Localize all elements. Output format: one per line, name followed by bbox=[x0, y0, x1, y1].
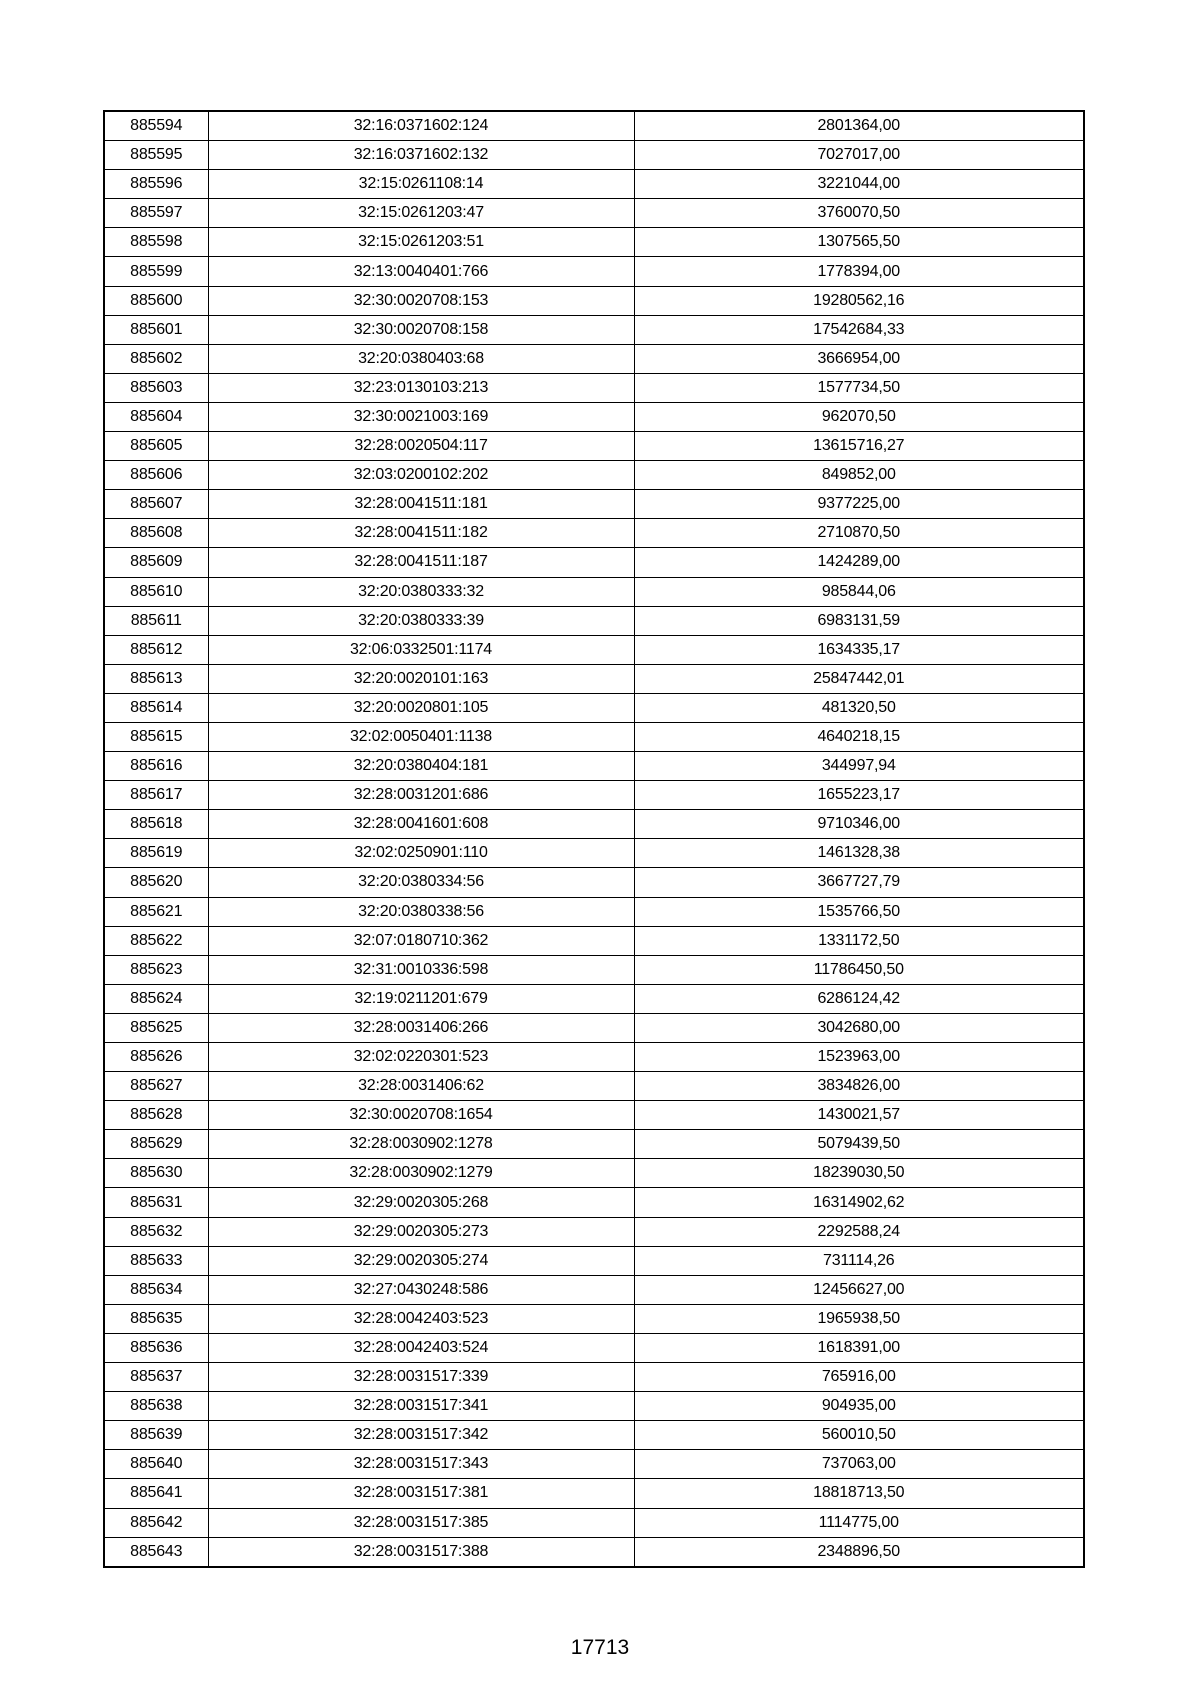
record-number-cell: 885597 bbox=[104, 199, 208, 228]
record-number-cell: 885622 bbox=[104, 926, 208, 955]
cadastral-number-cell: 32:28:0041511:187 bbox=[208, 548, 634, 577]
table-row bbox=[104, 344, 1084, 373]
cadastral-value-cell: 5079439,50 bbox=[634, 1130, 1084, 1159]
table-row bbox=[104, 519, 1084, 548]
record-number-cell: 885607 bbox=[104, 490, 208, 519]
cadastral-value-cell: 1618391,00 bbox=[634, 1333, 1084, 1362]
cadastral-number-cell: 32:19:0211201:679 bbox=[208, 984, 634, 1013]
record-number-cell: 885636 bbox=[104, 1333, 208, 1362]
table-body bbox=[104, 111, 1084, 1567]
cadastral-value-cell: 1114775,00 bbox=[634, 1508, 1084, 1537]
cadastral-value-cell: 2710870,50 bbox=[634, 519, 1084, 548]
table-row bbox=[104, 693, 1084, 722]
cadastral-number-cell: 32:20:0380334:56 bbox=[208, 868, 634, 897]
cadastral-number-cell: 32:30:0021003:169 bbox=[208, 402, 634, 431]
cadastral-number-cell: 32:29:0020305:268 bbox=[208, 1188, 634, 1217]
table-row bbox=[104, 257, 1084, 286]
cadastral-number-cell: 32:06:0332501:1174 bbox=[208, 635, 634, 664]
record-number-cell: 885603 bbox=[104, 373, 208, 402]
cadastral-number-cell: 32:28:0042403:524 bbox=[208, 1333, 634, 1362]
cadastral-value-cell: 985844,06 bbox=[634, 577, 1084, 606]
table-row bbox=[104, 402, 1084, 431]
cadastral-number-cell: 32:20:0380403:68 bbox=[208, 344, 634, 373]
record-number-cell: 885618 bbox=[104, 810, 208, 839]
table-row bbox=[104, 1537, 1084, 1567]
table-row bbox=[104, 955, 1084, 984]
cadastral-number-cell: 32:13:0040401:766 bbox=[208, 257, 634, 286]
cadastral-number-cell: 32:15:0261108:14 bbox=[208, 170, 634, 199]
table-row bbox=[104, 170, 1084, 199]
record-number-cell: 885595 bbox=[104, 141, 208, 170]
cadastral-value-cell: 1778394,00 bbox=[634, 257, 1084, 286]
table-row bbox=[104, 664, 1084, 693]
record-number-cell: 885616 bbox=[104, 752, 208, 781]
cadastral-value-cell: 737063,00 bbox=[634, 1450, 1084, 1479]
table-row bbox=[104, 373, 1084, 402]
table-row bbox=[104, 548, 1084, 577]
cadastral-number-cell: 32:28:0031406:266 bbox=[208, 1013, 634, 1042]
record-number-cell: 885635 bbox=[104, 1304, 208, 1333]
record-number-cell: 885627 bbox=[104, 1072, 208, 1101]
record-number-cell: 885628 bbox=[104, 1101, 208, 1130]
cadastral-number-cell: 32:20:0380333:32 bbox=[208, 577, 634, 606]
cadastral-value-cell: 1965938,50 bbox=[634, 1304, 1084, 1333]
table-row bbox=[104, 1246, 1084, 1275]
cadastral-value-cell: 560010,50 bbox=[634, 1421, 1084, 1450]
table-row bbox=[104, 1217, 1084, 1246]
cadastral-value-cell: 904935,00 bbox=[634, 1392, 1084, 1421]
cadastral-value-cell: 1634335,17 bbox=[634, 635, 1084, 664]
cadastral-number-cell: 32:20:0020801:105 bbox=[208, 693, 634, 722]
table-row bbox=[104, 141, 1084, 170]
record-number-cell: 885615 bbox=[104, 722, 208, 751]
record-number-cell: 885632 bbox=[104, 1217, 208, 1246]
cadastral-number-cell: 32:28:0031201:686 bbox=[208, 781, 634, 810]
record-number-cell: 885642 bbox=[104, 1508, 208, 1537]
table-row bbox=[104, 1043, 1084, 1072]
table-row bbox=[104, 635, 1084, 664]
cadastral-value-cell: 3221044,00 bbox=[634, 170, 1084, 199]
record-number-cell: 885614 bbox=[104, 693, 208, 722]
cadastral-value-cell: 3666954,00 bbox=[634, 344, 1084, 373]
table-row bbox=[104, 490, 1084, 519]
cadastral-value-cell: 9377225,00 bbox=[634, 490, 1084, 519]
cadastral-number-cell: 32:29:0020305:274 bbox=[208, 1246, 634, 1275]
cadastral-number-cell: 32:28:0031517:381 bbox=[208, 1479, 634, 1508]
cadastral-number-cell: 32:29:0020305:273 bbox=[208, 1217, 634, 1246]
cadastral-number-cell: 32:03:0200102:202 bbox=[208, 461, 634, 490]
table-row bbox=[104, 1013, 1084, 1042]
cadastral-number-cell: 32:07:0180710:362 bbox=[208, 926, 634, 955]
record-number-cell: 885596 bbox=[104, 170, 208, 199]
cadastral-number-cell: 32:02:0220301:523 bbox=[208, 1043, 634, 1072]
cadastral-value-cell: 344997,94 bbox=[634, 752, 1084, 781]
cadastral-value-cell: 3667727,79 bbox=[634, 868, 1084, 897]
cadastral-value-cell: 2292588,24 bbox=[634, 1217, 1084, 1246]
record-number-cell: 885605 bbox=[104, 432, 208, 461]
table-row bbox=[104, 1275, 1084, 1304]
cadastral-number-cell: 32:28:0041511:181 bbox=[208, 490, 634, 519]
cadastral-value-cell: 731114,26 bbox=[634, 1246, 1084, 1275]
cadastral-value-cell: 3760070,50 bbox=[634, 199, 1084, 228]
record-number-cell: 885625 bbox=[104, 1013, 208, 1042]
cadastral-value-cell: 3042680,00 bbox=[634, 1013, 1084, 1042]
table-row bbox=[104, 1392, 1084, 1421]
table-row bbox=[104, 1450, 1084, 1479]
cadastral-value-cell: 12456627,00 bbox=[634, 1275, 1084, 1304]
cadastral-number-cell: 32:28:0020504:117 bbox=[208, 432, 634, 461]
cadastral-value-cell: 962070,50 bbox=[634, 402, 1084, 431]
table-row bbox=[104, 606, 1084, 635]
record-number-cell: 885606 bbox=[104, 461, 208, 490]
table-row bbox=[104, 781, 1084, 810]
record-number-cell: 885623 bbox=[104, 955, 208, 984]
cadastral-value-cell: 1577734,50 bbox=[634, 373, 1084, 402]
cadastral-number-cell: 32:30:0020708:158 bbox=[208, 315, 634, 344]
record-number-cell: 885599 bbox=[104, 257, 208, 286]
cadastral-number-cell: 32:30:0020708:1654 bbox=[208, 1101, 634, 1130]
cadastral-value-cell: 4640218,15 bbox=[634, 722, 1084, 751]
record-number-cell: 885604 bbox=[104, 402, 208, 431]
record-number-cell: 885601 bbox=[104, 315, 208, 344]
cadastral-value-cell: 765916,00 bbox=[634, 1363, 1084, 1392]
cadastral-value-cell: 1307565,50 bbox=[634, 228, 1084, 257]
record-number-cell: 885634 bbox=[104, 1275, 208, 1304]
cadastral-number-cell: 32:02:0250901:110 bbox=[208, 839, 634, 868]
table-row bbox=[104, 1363, 1084, 1392]
cadastral-number-cell: 32:28:0031517:388 bbox=[208, 1537, 634, 1567]
table-row bbox=[104, 1130, 1084, 1159]
cadastral-value-cell: 2801364,00 bbox=[634, 111, 1084, 141]
record-number-cell: 885630 bbox=[104, 1159, 208, 1188]
cadastral-number-cell: 32:31:0010336:598 bbox=[208, 955, 634, 984]
cadastral-value-cell: 1655223,17 bbox=[634, 781, 1084, 810]
cadastral-value-cell: 16314902,62 bbox=[634, 1188, 1084, 1217]
cadastral-number-cell: 32:28:0041601:608 bbox=[208, 810, 634, 839]
table-row bbox=[104, 461, 1084, 490]
cadastral-number-cell: 32:15:0261203:51 bbox=[208, 228, 634, 257]
cadastral-number-cell: 32:28:0030902:1279 bbox=[208, 1159, 634, 1188]
record-number-cell: 885602 bbox=[104, 344, 208, 373]
cadastral-number-cell: 32:20:0380338:56 bbox=[208, 897, 634, 926]
table-row bbox=[104, 577, 1084, 606]
cadastral-value-cell: 19280562,16 bbox=[634, 286, 1084, 315]
cadastral-number-cell: 32:30:0020708:153 bbox=[208, 286, 634, 315]
record-number-cell: 885619 bbox=[104, 839, 208, 868]
table-row bbox=[104, 1479, 1084, 1508]
cadastral-number-cell: 32:16:0371602:124 bbox=[208, 111, 634, 141]
cadastral-number-cell: 32:28:0031517:339 bbox=[208, 1363, 634, 1392]
cadastral-value-cell: 1461328,38 bbox=[634, 839, 1084, 868]
cadastral-number-cell: 32:28:0042403:523 bbox=[208, 1304, 634, 1333]
table-row bbox=[104, 926, 1084, 955]
table-row bbox=[104, 199, 1084, 228]
table-row bbox=[104, 111, 1084, 141]
table-row bbox=[104, 315, 1084, 344]
cadastral-value-cell: 1430021,57 bbox=[634, 1101, 1084, 1130]
cadastral-number-cell: 32:28:0031406:62 bbox=[208, 1072, 634, 1101]
cadastral-value-cell: 17542684,33 bbox=[634, 315, 1084, 344]
table-row bbox=[104, 722, 1084, 751]
record-number-cell: 885598 bbox=[104, 228, 208, 257]
record-number-cell: 885613 bbox=[104, 664, 208, 693]
table-row bbox=[104, 752, 1084, 781]
record-number-cell: 885640 bbox=[104, 1450, 208, 1479]
record-number-cell: 885638 bbox=[104, 1392, 208, 1421]
table-row bbox=[104, 1159, 1084, 1188]
record-number-cell: 885610 bbox=[104, 577, 208, 606]
cadastral-number-cell: 32:20:0380333:39 bbox=[208, 606, 634, 635]
record-number-cell: 885609 bbox=[104, 548, 208, 577]
cadastral-number-cell: 32:28:0031517:343 bbox=[208, 1450, 634, 1479]
table-row bbox=[104, 1188, 1084, 1217]
table-row bbox=[104, 1508, 1084, 1537]
table-row bbox=[104, 1101, 1084, 1130]
table-row bbox=[104, 1421, 1084, 1450]
record-number-cell: 885626 bbox=[104, 1043, 208, 1072]
record-number-cell: 885639 bbox=[104, 1421, 208, 1450]
table-row bbox=[104, 810, 1084, 839]
cadastral-value-cell: 2348896,50 bbox=[634, 1537, 1084, 1567]
cadastral-value-cell: 11786450,50 bbox=[634, 955, 1084, 984]
cadastral-value-cell: 13615716,27 bbox=[634, 432, 1084, 461]
cadastral-value-cell: 481320,50 bbox=[634, 693, 1084, 722]
record-number-cell: 885594 bbox=[104, 111, 208, 141]
table-row bbox=[104, 228, 1084, 257]
record-number-cell: 885637 bbox=[104, 1363, 208, 1392]
record-number-cell: 885611 bbox=[104, 606, 208, 635]
cadastral-value-cell: 9710346,00 bbox=[634, 810, 1084, 839]
cadastral-number-cell: 32:20:0020101:163 bbox=[208, 664, 634, 693]
cadastral-value-cell: 849852,00 bbox=[634, 461, 1084, 490]
cadastral-number-cell: 32:20:0380404:181 bbox=[208, 752, 634, 781]
cadastral-value-cell: 1424289,00 bbox=[634, 548, 1084, 577]
cadastral-number-cell: 32:28:0031517:385 bbox=[208, 1508, 634, 1537]
record-number-cell: 885641 bbox=[104, 1479, 208, 1508]
cadastral-number-cell: 32:02:0050401:1138 bbox=[208, 722, 634, 751]
table-row bbox=[104, 984, 1084, 1013]
cadastral-number-cell: 32:15:0261203:47 bbox=[208, 199, 634, 228]
table-row bbox=[104, 868, 1084, 897]
record-number-cell: 885600 bbox=[104, 286, 208, 315]
cadastral-value-cell: 6983131,59 bbox=[634, 606, 1084, 635]
cadastral-number-cell: 32:23:0130103:213 bbox=[208, 373, 634, 402]
cadastral-value-cell: 3834826,00 bbox=[634, 1072, 1084, 1101]
cadastral-value-cell: 7027017,00 bbox=[634, 141, 1084, 170]
cadastral-number-cell: 32:28:0031517:342 bbox=[208, 1421, 634, 1450]
record-number-cell: 885612 bbox=[104, 635, 208, 664]
record-number-cell: 885620 bbox=[104, 868, 208, 897]
cadastral-number-cell: 32:16:0371602:132 bbox=[208, 141, 634, 170]
cadastral-number-cell: 32:28:0030902:1278 bbox=[208, 1130, 634, 1159]
record-number-cell: 885608 bbox=[104, 519, 208, 548]
cadastral-value-cell: 1535766,50 bbox=[634, 897, 1084, 926]
cadastral-value-cell: 1331172,50 bbox=[634, 926, 1084, 955]
table-row bbox=[104, 286, 1084, 315]
record-number-cell: 885621 bbox=[104, 897, 208, 926]
record-number-cell: 885631 bbox=[104, 1188, 208, 1217]
cadastral-number-cell: 32:28:0041511:182 bbox=[208, 519, 634, 548]
cadastral-value-cell: 25847442,01 bbox=[634, 664, 1084, 693]
cadastral-value-cell: 1523963,00 bbox=[634, 1043, 1084, 1072]
table-row bbox=[104, 1333, 1084, 1362]
cadastral-value-table bbox=[103, 110, 1085, 1568]
table-row bbox=[104, 839, 1084, 868]
cadastral-value-cell: 6286124,42 bbox=[634, 984, 1084, 1013]
cadastral-value-cell: 18239030,50 bbox=[634, 1159, 1084, 1188]
record-number-cell: 885629 bbox=[104, 1130, 208, 1159]
record-number-cell: 885617 bbox=[104, 781, 208, 810]
table-row bbox=[104, 432, 1084, 461]
cadastral-number-cell: 32:28:0031517:341 bbox=[208, 1392, 634, 1421]
record-number-cell: 885624 bbox=[104, 984, 208, 1013]
table-row bbox=[104, 1304, 1084, 1333]
table-row bbox=[104, 1072, 1084, 1101]
cadastral-value-cell: 18818713,50 bbox=[634, 1479, 1084, 1508]
record-number-cell: 885643 bbox=[104, 1537, 208, 1567]
table-row bbox=[104, 897, 1084, 926]
cadastral-number-cell: 32:27:0430248:586 bbox=[208, 1275, 634, 1304]
record-number-cell: 885633 bbox=[104, 1246, 208, 1275]
page-number: 17713 bbox=[570, 1636, 630, 1659]
